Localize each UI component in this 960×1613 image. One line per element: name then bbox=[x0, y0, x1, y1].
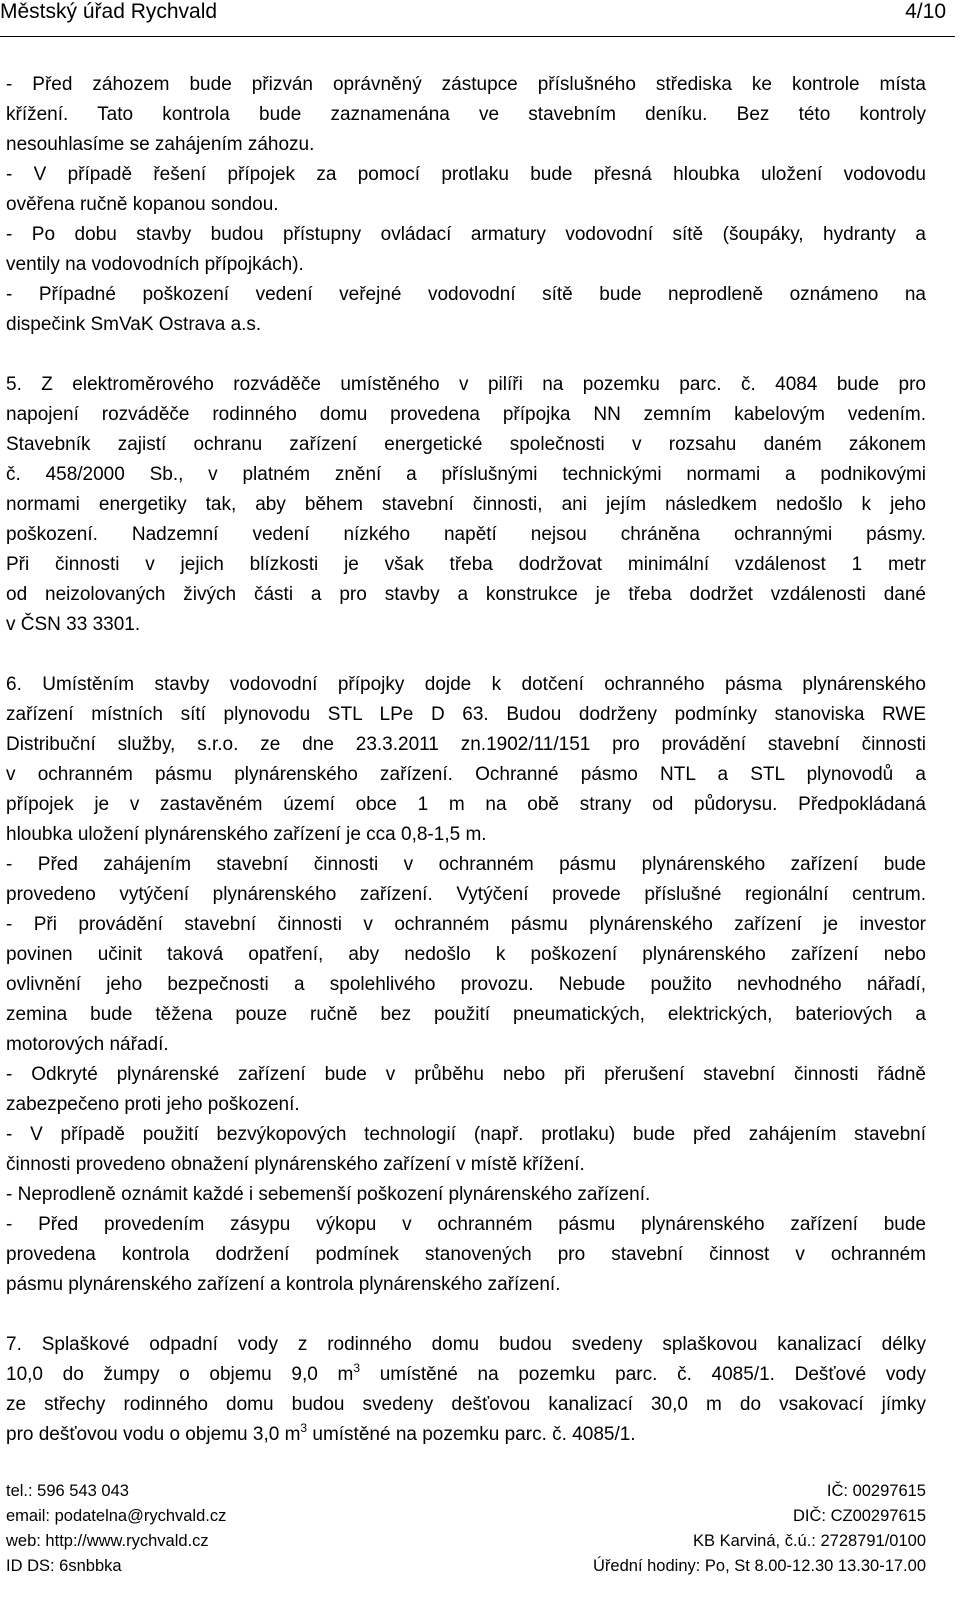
text-line: od neizolovaných živých části a pro stavby a konstrukce je třeba dodržet vzdálenosti dané bbox=[6, 584, 926, 605]
office-name: Městský úřad Rychvald bbox=[0, 0, 218, 23]
text-line: napojení rozváděče rodinného domu provedena přípojka NN zemním kabelovým vedením. bbox=[6, 404, 926, 425]
footer-web: web: http://www.rychvald.cz bbox=[6, 1532, 209, 1550]
paragraph-gap bbox=[6, 340, 926, 370]
text-line: 7. Splaškové odpadní vody z rodinného domu budou svedeny splaškovou kanalizací délky bbox=[6, 1334, 926, 1355]
text-fragment: umístěné na pozemku parc. č. 4085/1. bbox=[307, 1424, 636, 1445]
text-line: ventily na vodovodních přípojkách). bbox=[6, 254, 304, 275]
text-line: zařízení místních sítí plynovodu STL LPe D 63. Budou dodrženy podmínky stanoviska RWE bbox=[6, 704, 926, 725]
superscript: 3 bbox=[300, 1421, 308, 1435]
text-line: - V případě řešení přípojek za pomocí protlaku bude přesná hloubka uložení vodovodu bbox=[6, 164, 926, 185]
text-line-with-superscript bbox=[6, 1360, 926, 1390]
text-line: zabezpečeno proti jeho poškození. bbox=[6, 1094, 300, 1115]
text-line: pásmu plynárenského zařízení a kontrola plynárenského zařízení. bbox=[6, 1274, 561, 1295]
text-line: hloubka uložení plynárenského zařízení je cca 0,8-1,5 m. bbox=[6, 824, 487, 845]
text-line: činnosti provedeno obnažení plynárenského zařízení v místě křížení. bbox=[6, 1154, 585, 1175]
page-footer bbox=[6, 1479, 926, 1579]
footer-row bbox=[6, 1554, 926, 1579]
text-line: 5. Z elektroměrového rozváděče umístěného v pilíři na pozemku parc. č. 4084 bude pro bbox=[6, 374, 926, 395]
text-line: v ČSN 33 3301. bbox=[6, 614, 141, 635]
text-fragment: umístěné na pozemku parc. č. 4085/1. Dešťové vody bbox=[360, 1364, 926, 1385]
text-line: - Případné poškození vedení veřejné vodovodní sítě bude neprodleně oznámeno na bbox=[6, 284, 926, 305]
text-line: č. 458/2000 Sb., v platném znění a příslušnými technickými normami a podnikovými bbox=[6, 464, 926, 485]
text-line: - Před záhozem bude přizván oprávněný zástupce příslušného střediska ke kontrole místa bbox=[6, 74, 926, 95]
text-line: 6. Umístěním stavby vodovodní přípojky dojde k dotčení ochranného pásma plynárenského bbox=[6, 674, 926, 695]
footer-ic: IČ: 00297615 bbox=[826, 1482, 926, 1500]
footer-row bbox=[6, 1504, 926, 1529]
text-line: povinen učinit taková opatření, aby nedošlo k poškození plynárenského zařízení nebo bbox=[6, 944, 926, 965]
text-line: křížení. Tato kontrola bude zaznamenána ve stavebním deníku. Bez této kontroly bbox=[6, 104, 926, 125]
text-line: ověřena ručně kopanou sondou. bbox=[6, 194, 279, 215]
text-line: motorových nářadí. bbox=[6, 1034, 169, 1055]
text-line: - Neprodleně oznámit každé i sebemenší poškození plynárenského zařízení. bbox=[6, 1184, 651, 1205]
paragraph-gap bbox=[6, 1300, 926, 1330]
footer-bank: KB Karviná, č.ú.: 2728791/0100 bbox=[693, 1532, 926, 1550]
footer-office-hours: Úřední hodiny: Po, St 8.00-12.30 13.30-17.00 bbox=[593, 1557, 926, 1575]
text-line: poškození. Nadzemní vedení nízkého napětí nejsou chráněna ochrannými pásmy. bbox=[6, 524, 926, 545]
text-line: v ochranném pásmu plynárenského zařízení. Ochranné pásmo NTL a STL plynovodů a bbox=[6, 764, 926, 785]
text-line: zemina bude těžena pouze ručně bez použití pneumatických, elektrických, bateriových a bbox=[6, 1004, 926, 1025]
text-line: ze střechy rodinného domu budou svedeny dešťovou kanalizací 30,0 m do vsakovací jímky bbox=[6, 1394, 926, 1415]
document-body bbox=[6, 70, 926, 1450]
paragraph-gap bbox=[6, 640, 926, 670]
text-line: - Při provádění stavební činnosti v ochranném pásmu plynárenského zařízení je investor bbox=[6, 914, 926, 935]
text-fragment: 10,0 do žumpy o objemu 9,0 m bbox=[6, 1364, 354, 1385]
text-line: - Před provedením zásypu výkopu v ochranném pásmu plynárenského zařízení bude bbox=[6, 1214, 926, 1235]
text-line: Stavebník zajistí ochranu zařízení energetické společnosti v rozsahu daném zákonem bbox=[6, 434, 926, 455]
footer-row bbox=[6, 1479, 926, 1504]
footer-data-box: ID DS: 6snbbka bbox=[6, 1557, 122, 1575]
text-line: - Po dobu stavby budou přístupny ovládací armatury vodovodní sítě (šoupáky, hydranty a bbox=[6, 224, 926, 245]
text-line: přípojek je v zastavěném území obce 1 m na obě strany od půdorysu. Předpokládaná bbox=[6, 794, 926, 815]
text-line: normami energetiky tak, aby během stavební činnosti, ani jejím následkem nedošlo k jeho bbox=[6, 494, 926, 515]
footer-email: email: podatelna@rychvald.cz bbox=[6, 1507, 227, 1525]
footer-row bbox=[6, 1529, 926, 1554]
text-line: dispečink SmVaK Ostrava a.s. bbox=[6, 314, 262, 335]
text-line: Distribuční služby, s.r.o. ze dne 23.3.2011 zn.1902/11/151 pro provádění stavební činnosti bbox=[6, 734, 926, 755]
text-line-with-superscript bbox=[6, 1420, 926, 1450]
text-line: - Před zahájením stavební činnosti v ochranném pásmu plynárenského zařízení bude bbox=[6, 854, 926, 875]
text-line: ovlivnění jeho bezpečnosti a spolehlivého provozu. Nebude použito nevhodného nářadí, bbox=[6, 974, 926, 995]
footer-dic: DIČ: CZ00297615 bbox=[793, 1507, 926, 1525]
page-header bbox=[0, 0, 955, 37]
text-line: Při činnosti v jejich blízkosti je však třeba dodržovat minimální vzdálenost 1 metr bbox=[6, 554, 926, 575]
text-line: nesouhlasíme se zahájením záhozu. bbox=[6, 134, 315, 155]
superscript: 3 bbox=[353, 1361, 361, 1375]
text-fragment: pro dešťovou vodu o objemu 3,0 m bbox=[6, 1424, 301, 1445]
text-line: - V případě použití bezvýkopových technologií (např. protlaku) bude před zahájením stavební bbox=[6, 1124, 926, 1145]
text-line: provedena kontrola dodržení podmínek stanovených pro stavební činnost v ochranném bbox=[6, 1244, 926, 1265]
text-line: provedeno vytýčení plynárenského zařízení. Vytýčení provede příslušné regionální centrum. bbox=[6, 884, 926, 905]
footer-phone: tel.: 596 543 043 bbox=[6, 1482, 129, 1500]
text-line: - Odkryté plynárenské zařízení bude v průběhu nebo při přerušení stavební činnosti řádně bbox=[6, 1064, 926, 1085]
page-number: 4/10 bbox=[905, 0, 946, 23]
